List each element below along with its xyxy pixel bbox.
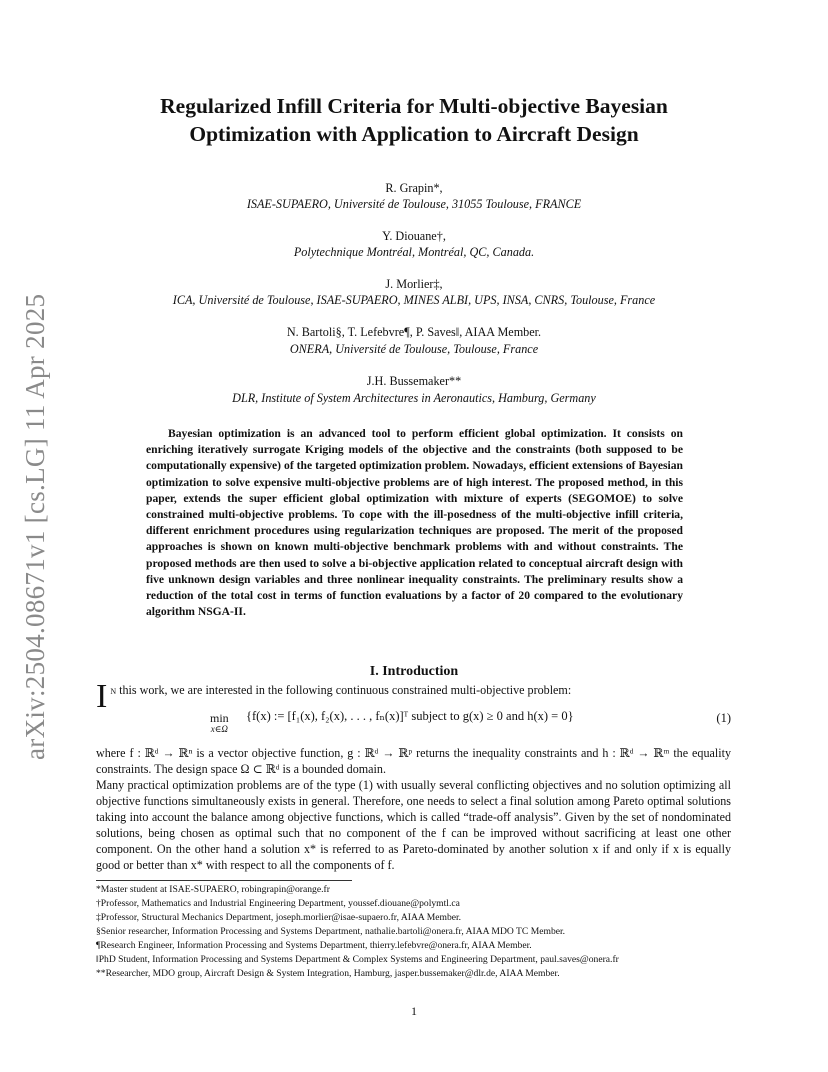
author-2: Y. Diouane†,: [382, 229, 446, 243]
drop-cap: I: [96, 678, 108, 715]
affiliation-2: Polytechnique Montréal, Montréal, QC, Canada.: [293, 245, 535, 259]
intro-smallcaps: n: [110, 685, 117, 697]
title-line-2: Optimization with Application to Aircraft Design: [189, 122, 639, 146]
paragraph-definitions: where f : ℝᵈ → ℝⁿ is a vector objective function, g : ℝᵈ → ℝᵖ returns the inequality constraints and h : ℝᵈ → ℝᵐ the equality constraints. The design space Ω ⊂ ℝᵈ is a bounded domain.: [96, 746, 731, 776]
paragraph-pareto: Many practical optimization problems are of the type (1) with usually several conflicting objectives and no solution optimizing all objective functions simultaneously exists in general. Therefore, one needs to select a final solution among Pareto optimal solutions taking into account the balance among objective functions, which is called “trade-off analysis”. Given by the set of nondominated solutions, being chosen as optimal such that no component of the f can be improved without sacrificing at least one other component. On the other hand a solution x* is referred to as Pareto-dominated by another solution x if and only if x is equally good or better than x* with respect to all the components of f.: [96, 778, 731, 872]
min-subscript: x∈Ω: [210, 724, 228, 734]
equation-min: [210, 711, 229, 735]
intro-text: this work, we are interested in the following continuous constrained multi-objective problem:: [116, 683, 572, 697]
equation-1: [96, 708, 731, 740]
arxiv-identifier: arXiv:2504.08671v1 [cs.LG] 11 Apr 2025: [20, 293, 50, 760]
affiliation-5: DLR, Institute of System Architectures in Aeronautics, Hamburg, Germany: [232, 391, 596, 405]
author-4: N. Bartoli§, T. Lefebvre¶, P. Saves‖, AIAA Member.: [286, 325, 542, 339]
affiliation-3: ICA, Université de Toulouse, ISAE-SUPAERO, MINES ALBI, UPS, INSA, CNRS, Toulouse, France: [172, 293, 656, 307]
abstract: Bayesian optimization is an advanced tool to perform efficient global optimization. It consists on enriching iteratively surrogate Kriging models of the objective and the constraints (both supposed to be computationally expensive) of the targeted optimization problem. Nowadays, efficient extensions of Bayesian optimization to solve expensive multi-objective problems are of high interest. The proposed method, in this paper, extends the super efficient global optimization with mixture of experts (SEGOMOE) to solve constrained multi-objective problems. To cope with the ill-posedness of the multi-objective infill criteria, different enrichment procedures using regularization techniques are proposed. The merit of the proposed approaches is shown on known multi-objective benchmark problems with and without constraints. The proposed methods are then used to solve a bi-objective application related to conceptual aircraft design with five unknown design variables and three nonlinear inequality constraints. The preliminary results show a reduction of the total cost in terms of function evaluations by a factor of 20 compared to the evolutionary algorithm NSGA-II.: [146, 427, 683, 619]
footnote-1: *Master student at ISAE-SUPAERO, robingrapin@orange.fr: [96, 884, 330, 895]
equation-number: (1): [716, 711, 731, 725]
paper-title: [60, 92, 768, 148]
footnote-rule: [96, 880, 352, 881]
min-operator: min: [210, 711, 229, 725]
equation-body: {f(x) := [f₁(x), f₂(x), . . . , fₙ(x)]ᵀ subject to g(x) ≥ 0 and h(x) = 0}: [246, 709, 574, 723]
footnote-2: †Professor, Mathematics and Industrial Engineering Department, youssef.diouane@polymtl.ca: [96, 898, 460, 909]
affiliation-1: ISAE-SUPAERO, Université de Toulouse, 31055 Toulouse, FRANCE: [246, 197, 582, 211]
footnote-7: **Researcher, MDO group, Aircraft Design & System Integration, Hamburg, jasper.bussemaker@dlr.de, AIAA Member.: [96, 968, 560, 979]
author-3: J. Morlier‡,: [385, 277, 443, 291]
section-heading: I. Introduction: [369, 664, 459, 679]
author-5: J.H. Bussemaker**: [366, 374, 462, 388]
author-1: R. Grapin*,: [385, 181, 443, 195]
footnote-4: §Senior researcher, Information Processing and Systems Department, nathalie.bartoli@onera.fr, AIAA MDO TC Member.: [96, 926, 566, 937]
title-line-1: Regularized Infill Criteria for Multi-objective Bayesian: [160, 94, 668, 118]
footnote-6: ‖PhD Student, Information Processing and Systems Department & Complex Systems and Engineering Department, paul.saves@onera.fr: [96, 954, 619, 965]
footnote-5: ¶Research Engineer, Information Processing and Systems Department, thierry.lefebvre@onera.fr, AIAA Member.: [96, 940, 532, 951]
footnote-3: ‡Professor, Structural Mechanics Department, joseph.morlier@isae-supaero.fr, AIAA Member.: [96, 912, 462, 923]
page-number: 1: [411, 1004, 417, 1018]
intro-paragraph: [96, 678, 731, 715]
affiliation-4: ONERA, Université de Toulouse, Toulouse, France: [289, 342, 539, 356]
